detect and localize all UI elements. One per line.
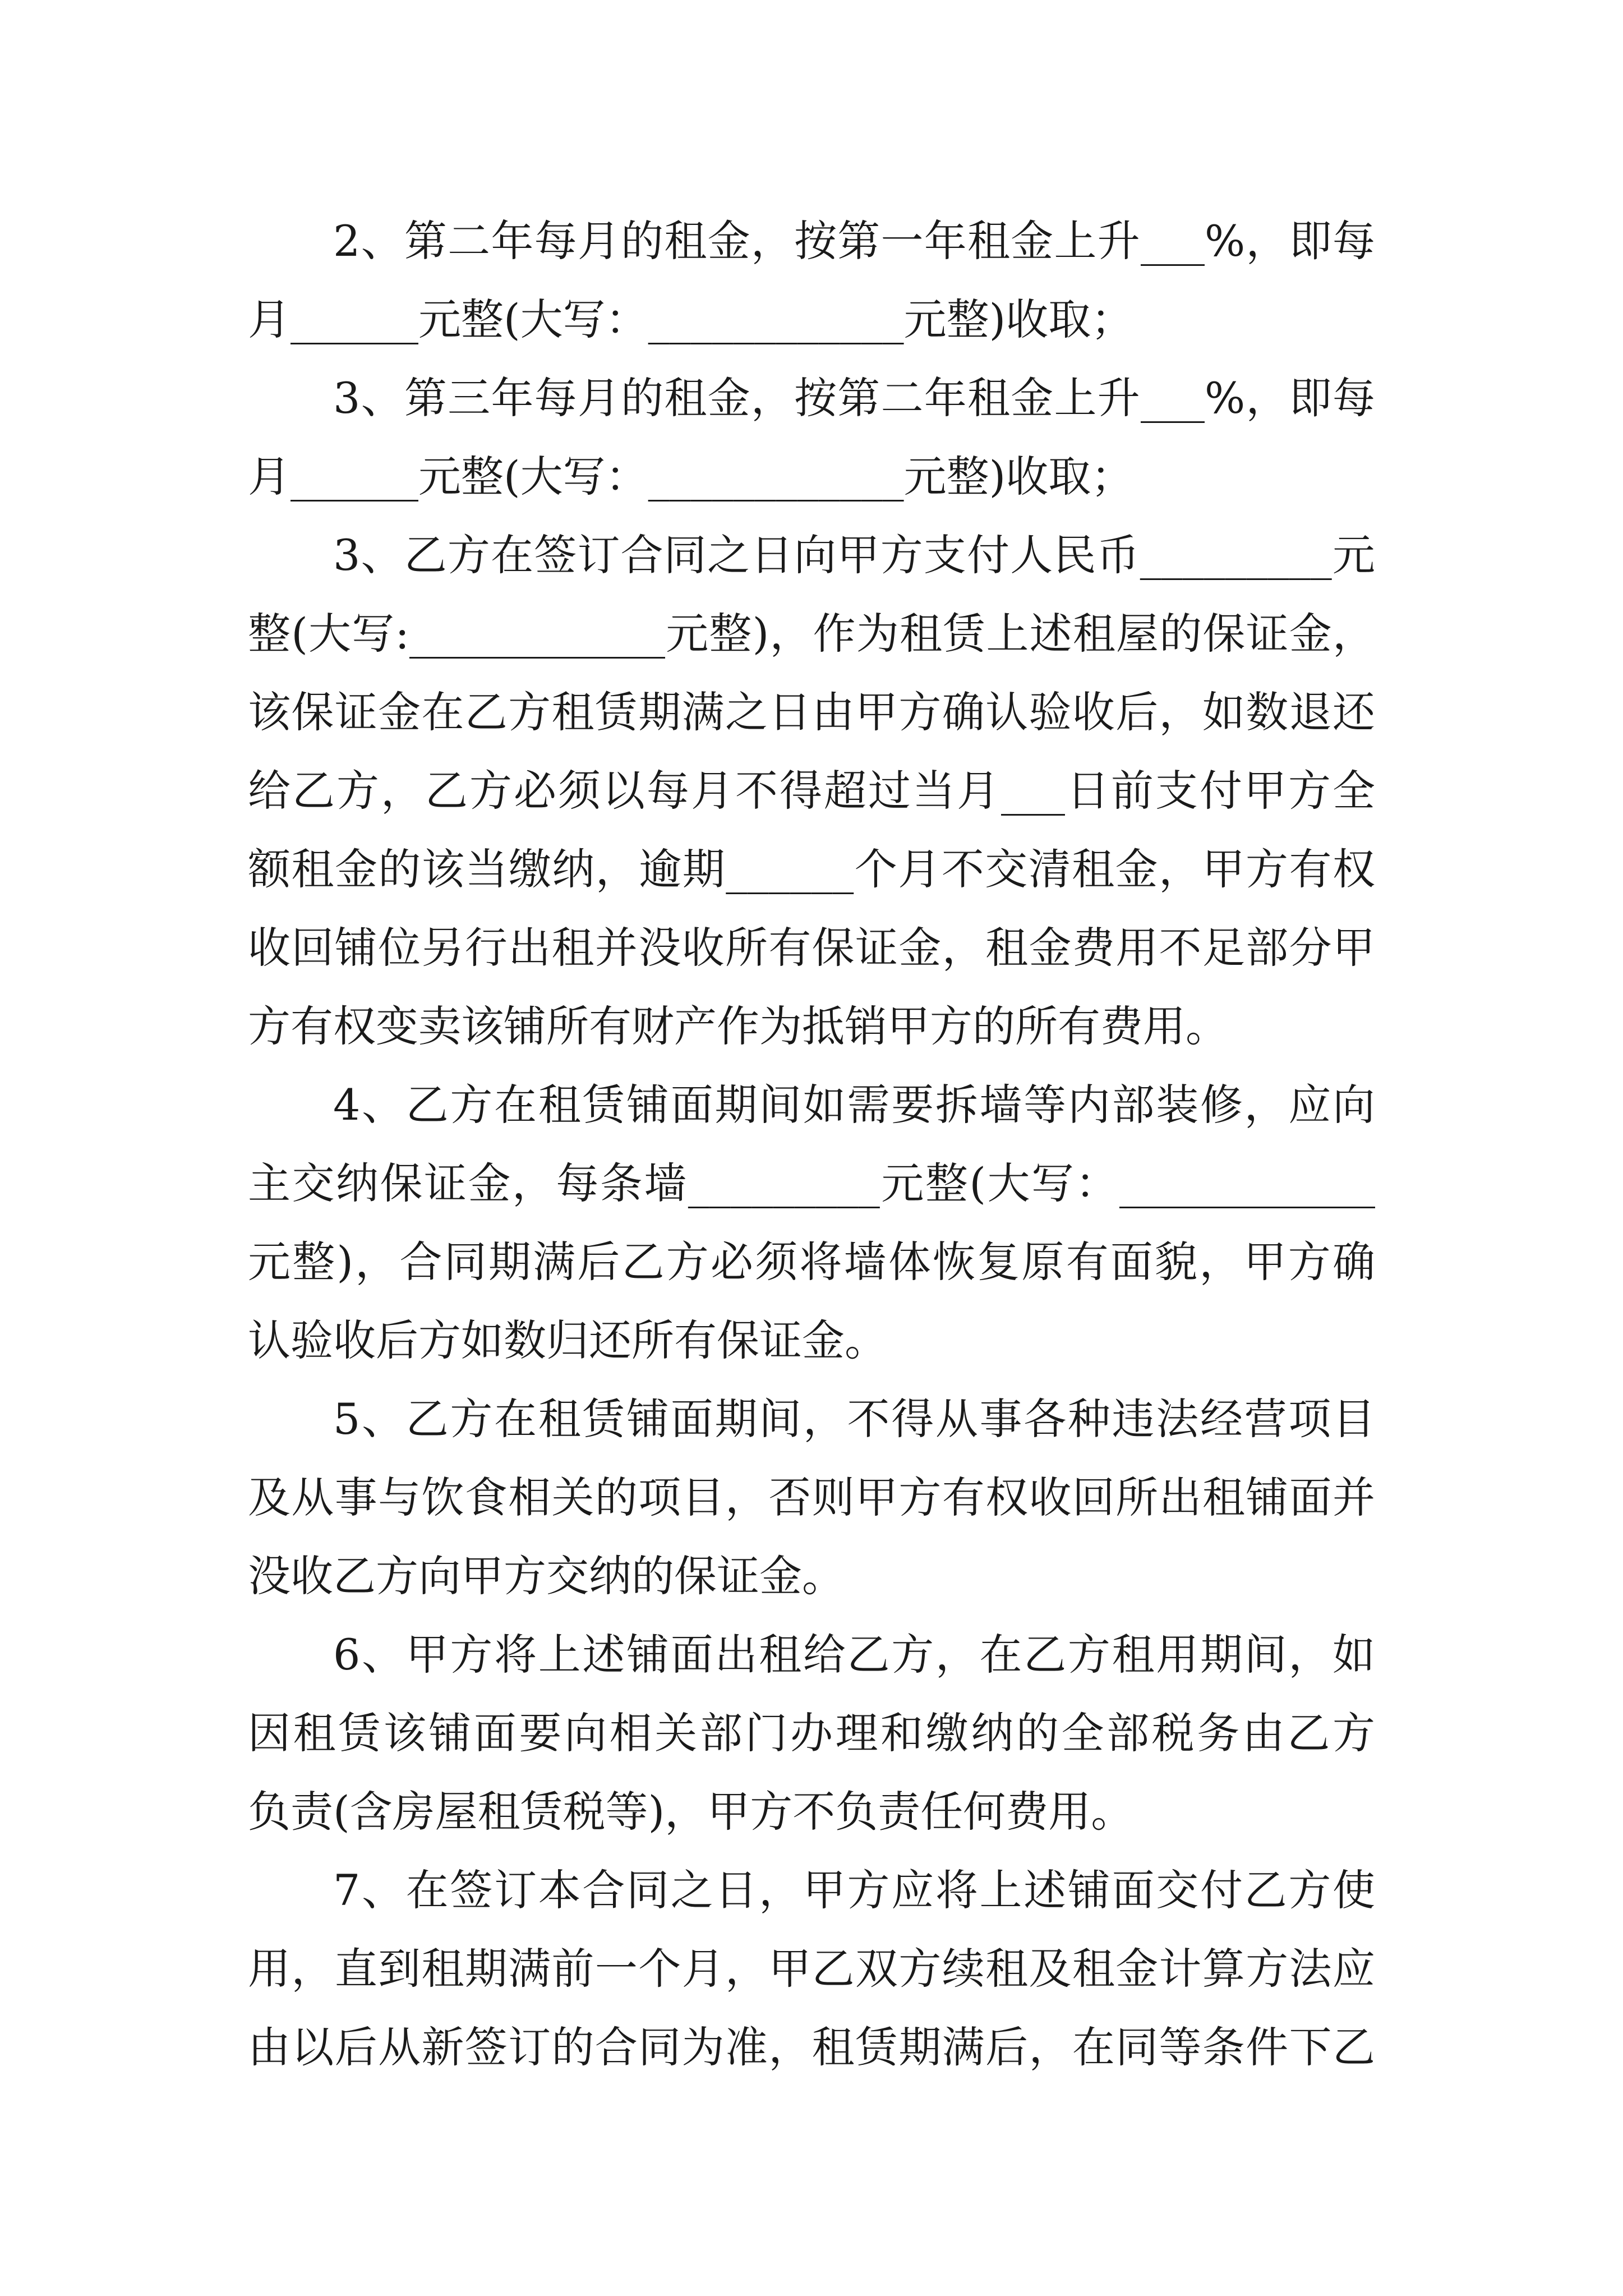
text-line: 没收乙方向甲方交纳的保证金。 [248, 1551, 845, 1601]
text-line: 方有权变卖该铺所有财产作为抵销甲方的所有费用。 [248, 1001, 1228, 1051]
text-line: 该保证金在乙方租赁期满之日由甲方确认验收后，如数退还 [248, 687, 1375, 737]
text-line: 3、第三年每月的租金，按第二年租金上升___%，即每 [333, 373, 1375, 423]
text-line: 主交纳保证金，每条墙_________元整(大写：____________ [248, 1158, 1375, 1208]
text-line: 3、乙方在签订合同之日向甲方支付人民币_________元 [333, 530, 1375, 580]
text-line: 由以后从新签订的合同为准，租赁期满后，在同等条件下乙 [248, 2022, 1375, 2072]
text-line: 认验收后方如数归还所有保证金。 [248, 1315, 887, 1365]
text-line: 月______元整(大写：____________元整)收取； [248, 295, 1134, 344]
text-line: 给乙方，乙方必须以每月不得超过当月___日前支付甲方全 [248, 766, 1375, 816]
text-line: 5、乙方在租赁铺面期间，不得从事各种违法经营项目 [333, 1394, 1375, 1444]
text-line: 额租金的该当缴纳，逾期______个月不交清租金，甲方有权 [248, 844, 1375, 894]
text-line: 月______元整(大写：____________元整)收取； [248, 452, 1134, 501]
text-line: 因租赁该铺面要向相关部门办理和缴纳的全部税务由乙方 [248, 1708, 1375, 1758]
text-line: 用，直到租期满前一个月，甲乙双方续租及租金计算方法应 [248, 1944, 1375, 1994]
text-line: 负责(含房屋租赁税等)，甲方不负责任何费用。 [248, 1787, 1134, 1837]
contract-body-text [248, 202, 1375, 2087]
text-line: 元整)，合同期满后乙方必须将墙体恢复原有面貌，甲方确 [248, 1237, 1375, 1287]
text-line: 及从事与饮食相关的项目，否则甲方有权收回所出租铺面并 [248, 1473, 1375, 1522]
text-line: 2、第二年每月的租金，按第一年租金上升___%，即每 [333, 216, 1375, 266]
text-line: 整(大写:____________元整)，作为租赁上述租屋的保证金， [248, 609, 1375, 659]
text-line: 4、乙方在租赁铺面期间如需要拆墙等内部装修，应向 [333, 1080, 1375, 1130]
text-line: 7、在签订本合同之日，甲方应将上述铺面交付乙方使 [333, 1865, 1375, 1915]
text-line: 6、甲方将上述铺面出租给乙方，在乙方租用期间，如 [333, 1630, 1375, 1680]
text-line: 收回铺位另行出租并没收所有保证金，租金费用不足部分甲 [248, 923, 1375, 973]
